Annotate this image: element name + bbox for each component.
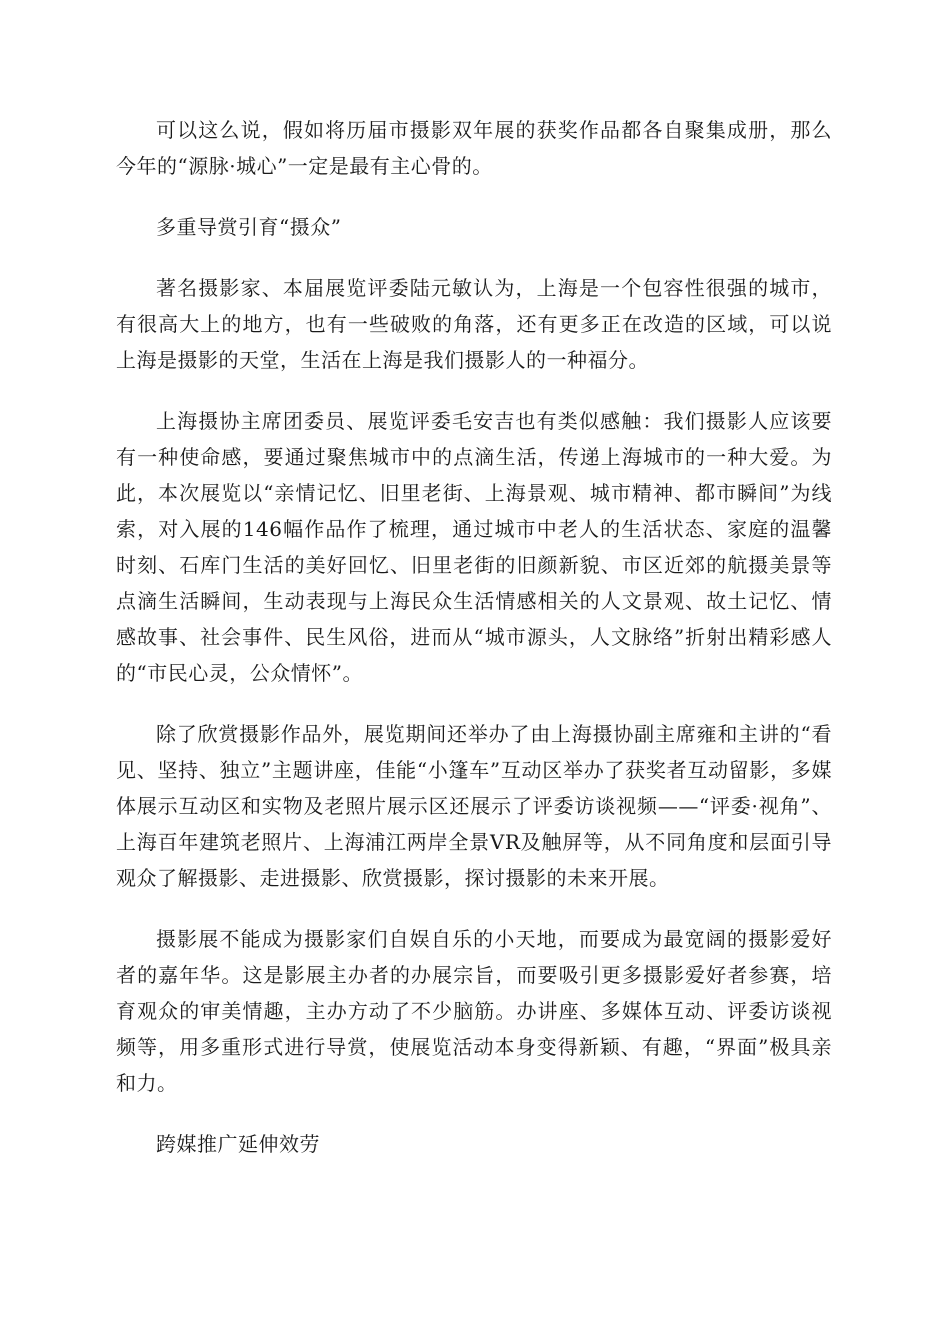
paragraph-exhibition-activities: 除了欣赏摄影作品外，展览期间还举办了由上海摄协副主席雍和主讲的“看见、坚持、独立”主题讲座，佳能“小篷车”互动区举办了获奖者互动留影，多媒体展示互动区和实物及老照片展示区还展示了评委访谈视频——“评委·视角”、上海百年建筑老照片、上海浦江两岸全景VR及触屏等，从不同角度和层面引导观众了解摄影、走进摄影、欣赏摄影，探讨摄影的未来开展。 (116, 722, 832, 890)
paragraph-mao-anji-quote: 上海摄协主席团委员、展览评委毛安吉也有类似感触：我们摄影人应该要有一种使命感，要通过聚焦城市中的点滴生活，传递上海城市的一种大爱。为此，本次展览以“亲情记忆、旧里老街、上海景观、城市精神、都市瞬间”为线索，对入展的146幅作品作了梳理，通过城市中老人的生活状态、家庭的温馨时刻、石库门生活的美好回忆、旧里老街的旧颜新貌、市区近郊的航摄美景等点滴生活瞬间，生动表现与上海民众生活情感相关的人文景观、故土记忆、情感故事、社会事件、民生风俗，进而从“城市源头，人文脉络”折射出精彩感人的“市民心灵，公众情怀”。 (116, 409, 832, 685)
paragraph-organizer-purpose: 摄影展不能成为摄影家们自娱自乐的小天地，而要成为最宽阔的摄影爱好者的嘉年华。这是影展主办者的办展宗旨，而要吸引更多摄影爱好者参赛，培育观众的审美情趣，主办方动了不少脑筋。办讲座、多媒体互动、评委访谈视频等，用多重形式进行导赏，使展览活动本身变得新颖、有趣，“界面”极具亲和力。 (116, 927, 832, 1095)
document-body (116, 112, 832, 1187)
section-heading-cross-media: 跨媒推广延伸效劳 (156, 1132, 320, 1156)
paragraph-intro-summary: 可以这么说，假如将历届市摄影双年展的获奖作品都各自聚集成册，那么今年的“源脉·城心”一定是最有主心骨的。 (116, 118, 832, 178)
section-heading-guided-viewing: 多重导赏引育“摄众” (156, 215, 342, 239)
paragraph-lu-yuanmin-quote: 著名摄影家、本届展览评委陆元敏认为，上海是一个包容性很强的城市，有很高大上的地方，也有一些破败的角落，还有更多正在改造的区域，可以说上海是摄影的天堂，生活在上海是我们摄影人的一种福分。 (116, 276, 832, 372)
